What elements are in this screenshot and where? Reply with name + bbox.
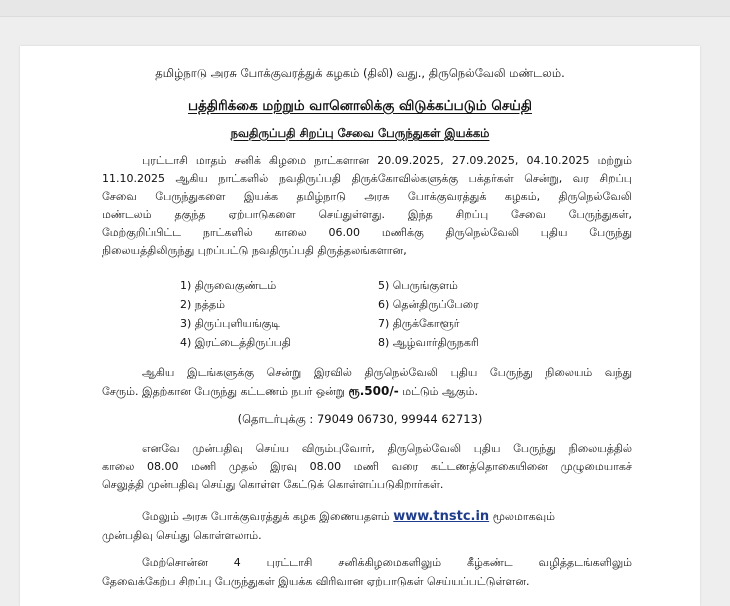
para3-line-2: காலை 08.00 மணி முதல் இரவு 08.00 மணி வரை கட்டணத்தொகையினை முழுமையாகச் xyxy=(102,460,632,473)
para3-line-3: செலுத்தி முன்பதிவு செய்து கொள்ள கேட்டுக் கொள்ளப்படுகிறார்கள். xyxy=(102,478,444,491)
para2-line-2 xyxy=(102,382,632,401)
para1-line-2: 11.10.2025 ஆகிய நாட்களில் நவதிருப்பதி திருக்கோவில்களுக்கு பக்தர்கள் சென்று, வர சிறப்பு xyxy=(102,172,632,185)
para1-line-3: சேவை பேருந்துகளை இயக்க தமிழ்நாடு அரசு போக்குவரத்துக் கழகம், திருநெல்வேலி xyxy=(102,190,632,203)
document-page xyxy=(20,46,700,606)
press-release-heading xyxy=(20,98,700,116)
para4-line-2: முன்பதிவு செய்து கொள்ளலாம். xyxy=(102,529,262,542)
para4-suffix: மூலமாகவும் xyxy=(492,510,556,523)
destination-item: 4) இரட்டைத்திருப்பதி xyxy=(180,336,291,349)
para4-prefix: மேலும் அரசு போக்குவரத்துக் கழக இணையதளம் xyxy=(142,510,390,523)
press-release-subheading xyxy=(20,126,700,142)
organization-line: தமிழ்நாடு அரசு போக்குவரத்துக் கழகம் (திலி) வது., திருநெல்வேலி மண்டலம். xyxy=(155,66,565,80)
para1-line-1: புரட்டாசி மாதம் சனிக் கிழமை நாட்களான 20.09.2025, 27.09.2025, 04.10.2025 மற்றும் xyxy=(142,154,632,167)
para3-line-1: எனவே முன்பதிவு செய்ய விரும்புவோர், திருநெல்வேலி புதிய பேருந்து நிலையத்தில் xyxy=(142,442,632,455)
para2-line-2-prefix: சேரும். இதற்கான பேருந்து கட்டணம் நபர் ஒன்று xyxy=(102,385,345,398)
para2-line-1: ஆகிய இடங்களுக்கு சென்று இரவில் திருநெல்வேலி புதிய பேருந்து நிலையம் வந்து xyxy=(142,366,632,379)
para4-line-1 xyxy=(102,508,632,526)
contact-numbers: (தொடர்புக்கு : 79049 06730, 99944 62713) xyxy=(237,412,483,426)
destination-item: 5) பெருங்குளம் xyxy=(378,279,458,292)
destination-item: 6) தென்திருப்பேரை xyxy=(378,298,479,311)
viewer-toolbar xyxy=(0,0,730,17)
para2-line-2-suffix: மட்டும் ஆகும். xyxy=(402,385,478,398)
press-release-subheading-text: நவதிருப்பதி சிறப்பு சேவை பேருந்துகள் இயக்கம் xyxy=(230,126,490,140)
destination-item: 7) திருக்கோளூர் xyxy=(378,317,460,330)
destination-item: 1) திருவைகுண்டம் xyxy=(180,279,277,292)
para1-line-6: நிலையத்திலிருந்து புறப்பட்டு நவதிருப்பதி திருத்தலங்களான, xyxy=(102,244,407,257)
press-release-heading-text: பத்திரிக்கை மற்றும் வானொலிக்கு விடுக்கப்படும் செய்தி xyxy=(188,98,532,114)
destination-item: 3) திருப்புளியங்குடி xyxy=(180,317,281,330)
website-link[interactable]: www.tnstc.in xyxy=(393,509,490,524)
para5-line-1: மேற்சொன்ன 4 புரட்டாசி சனிக்கிழமைகளிலும் கீழ்கண்ட வழித்தடங்களிலும் xyxy=(142,556,632,569)
destination-item: 2) நத்தம் xyxy=(180,298,226,311)
fare-amount: ரூ.500/- xyxy=(348,384,399,398)
para1-line-5: மேற்குறிப்பிட்ட நாட்களில் காலை 06.00 மணிக்கு திருநெல்வேலி புதிய பேருந்து xyxy=(102,226,632,239)
para5-line-2: தேவைக்கேற்ப சிறப்பு பேருந்துகள் இயக்க விரிவான ஏற்பாடுகள் செய்யப்பட்டுள்ளன. xyxy=(102,575,530,588)
destination-item: 8) ஆழ்வார்திருநகரி xyxy=(378,336,479,349)
para1-line-4: மண்டலம் தகுந்த ஏற்பாடுகளை செய்துள்ளது. இந்த சிறப்பு சேவை பேருந்துகள், xyxy=(102,208,632,221)
